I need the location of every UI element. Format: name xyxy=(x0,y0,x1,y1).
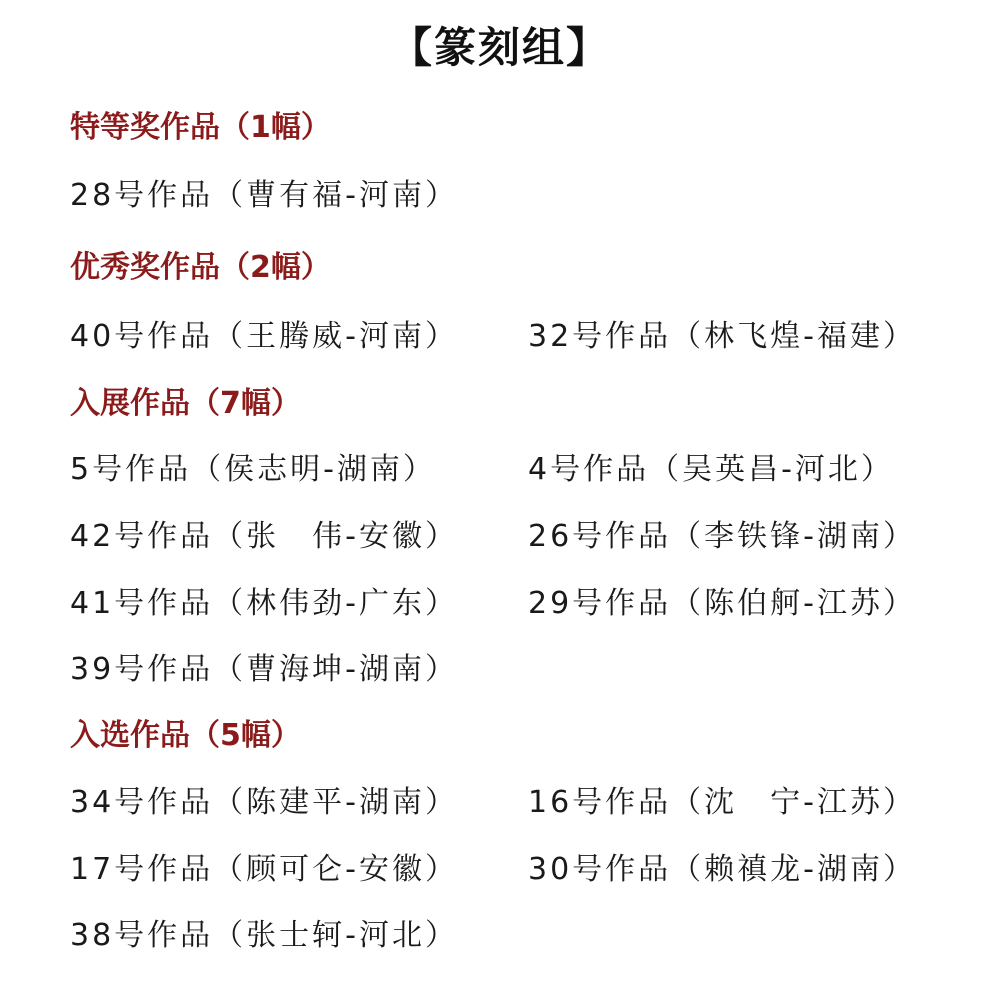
section-heading-excellence-prize: 优秀奖作品（2幅） xyxy=(70,250,331,285)
entry-item: 40号作品（王腾威-河南） xyxy=(70,319,458,354)
entry-item: 34号作品（陈建平-湖南） xyxy=(70,785,458,820)
section-heading-exhibited-works: 入展作品（7幅） xyxy=(70,386,301,421)
section-heading-selected-works: 入选作品（5幅） xyxy=(70,718,301,753)
entry-item: 32号作品（林飞煌-福建） xyxy=(528,319,916,354)
entry-item: 16号作品（沈 宁-江苏） xyxy=(528,785,916,820)
page-title: 【篆刻组】 xyxy=(389,23,610,72)
entry-item: 42号作品（张 伟-安徽） xyxy=(70,519,458,554)
entry-item: 30号作品（赖禛龙-湖南） xyxy=(528,852,916,887)
entry-item: 26号作品（李铁锋-湖南） xyxy=(528,519,916,554)
entry-item: 17号作品（顾可仑-安徽） xyxy=(70,852,458,887)
entry-item: 4号作品（吴英昌-河北） xyxy=(528,452,894,487)
section-heading-special-prize: 特等奖作品（1幅） xyxy=(70,110,331,145)
entry-item: 41号作品（林伟劲-广东） xyxy=(70,586,458,621)
entry-item: 5号作品（侯志明-湖南） xyxy=(70,452,436,487)
entry-item: 28号作品（曹有福-河南） xyxy=(70,178,458,213)
entry-item: 38号作品（张士轲-河北） xyxy=(70,918,458,953)
entry-item: 39号作品（曹海坤-湖南） xyxy=(70,652,458,687)
entry-item: 29号作品（陈伯舸-江苏） xyxy=(528,586,916,621)
